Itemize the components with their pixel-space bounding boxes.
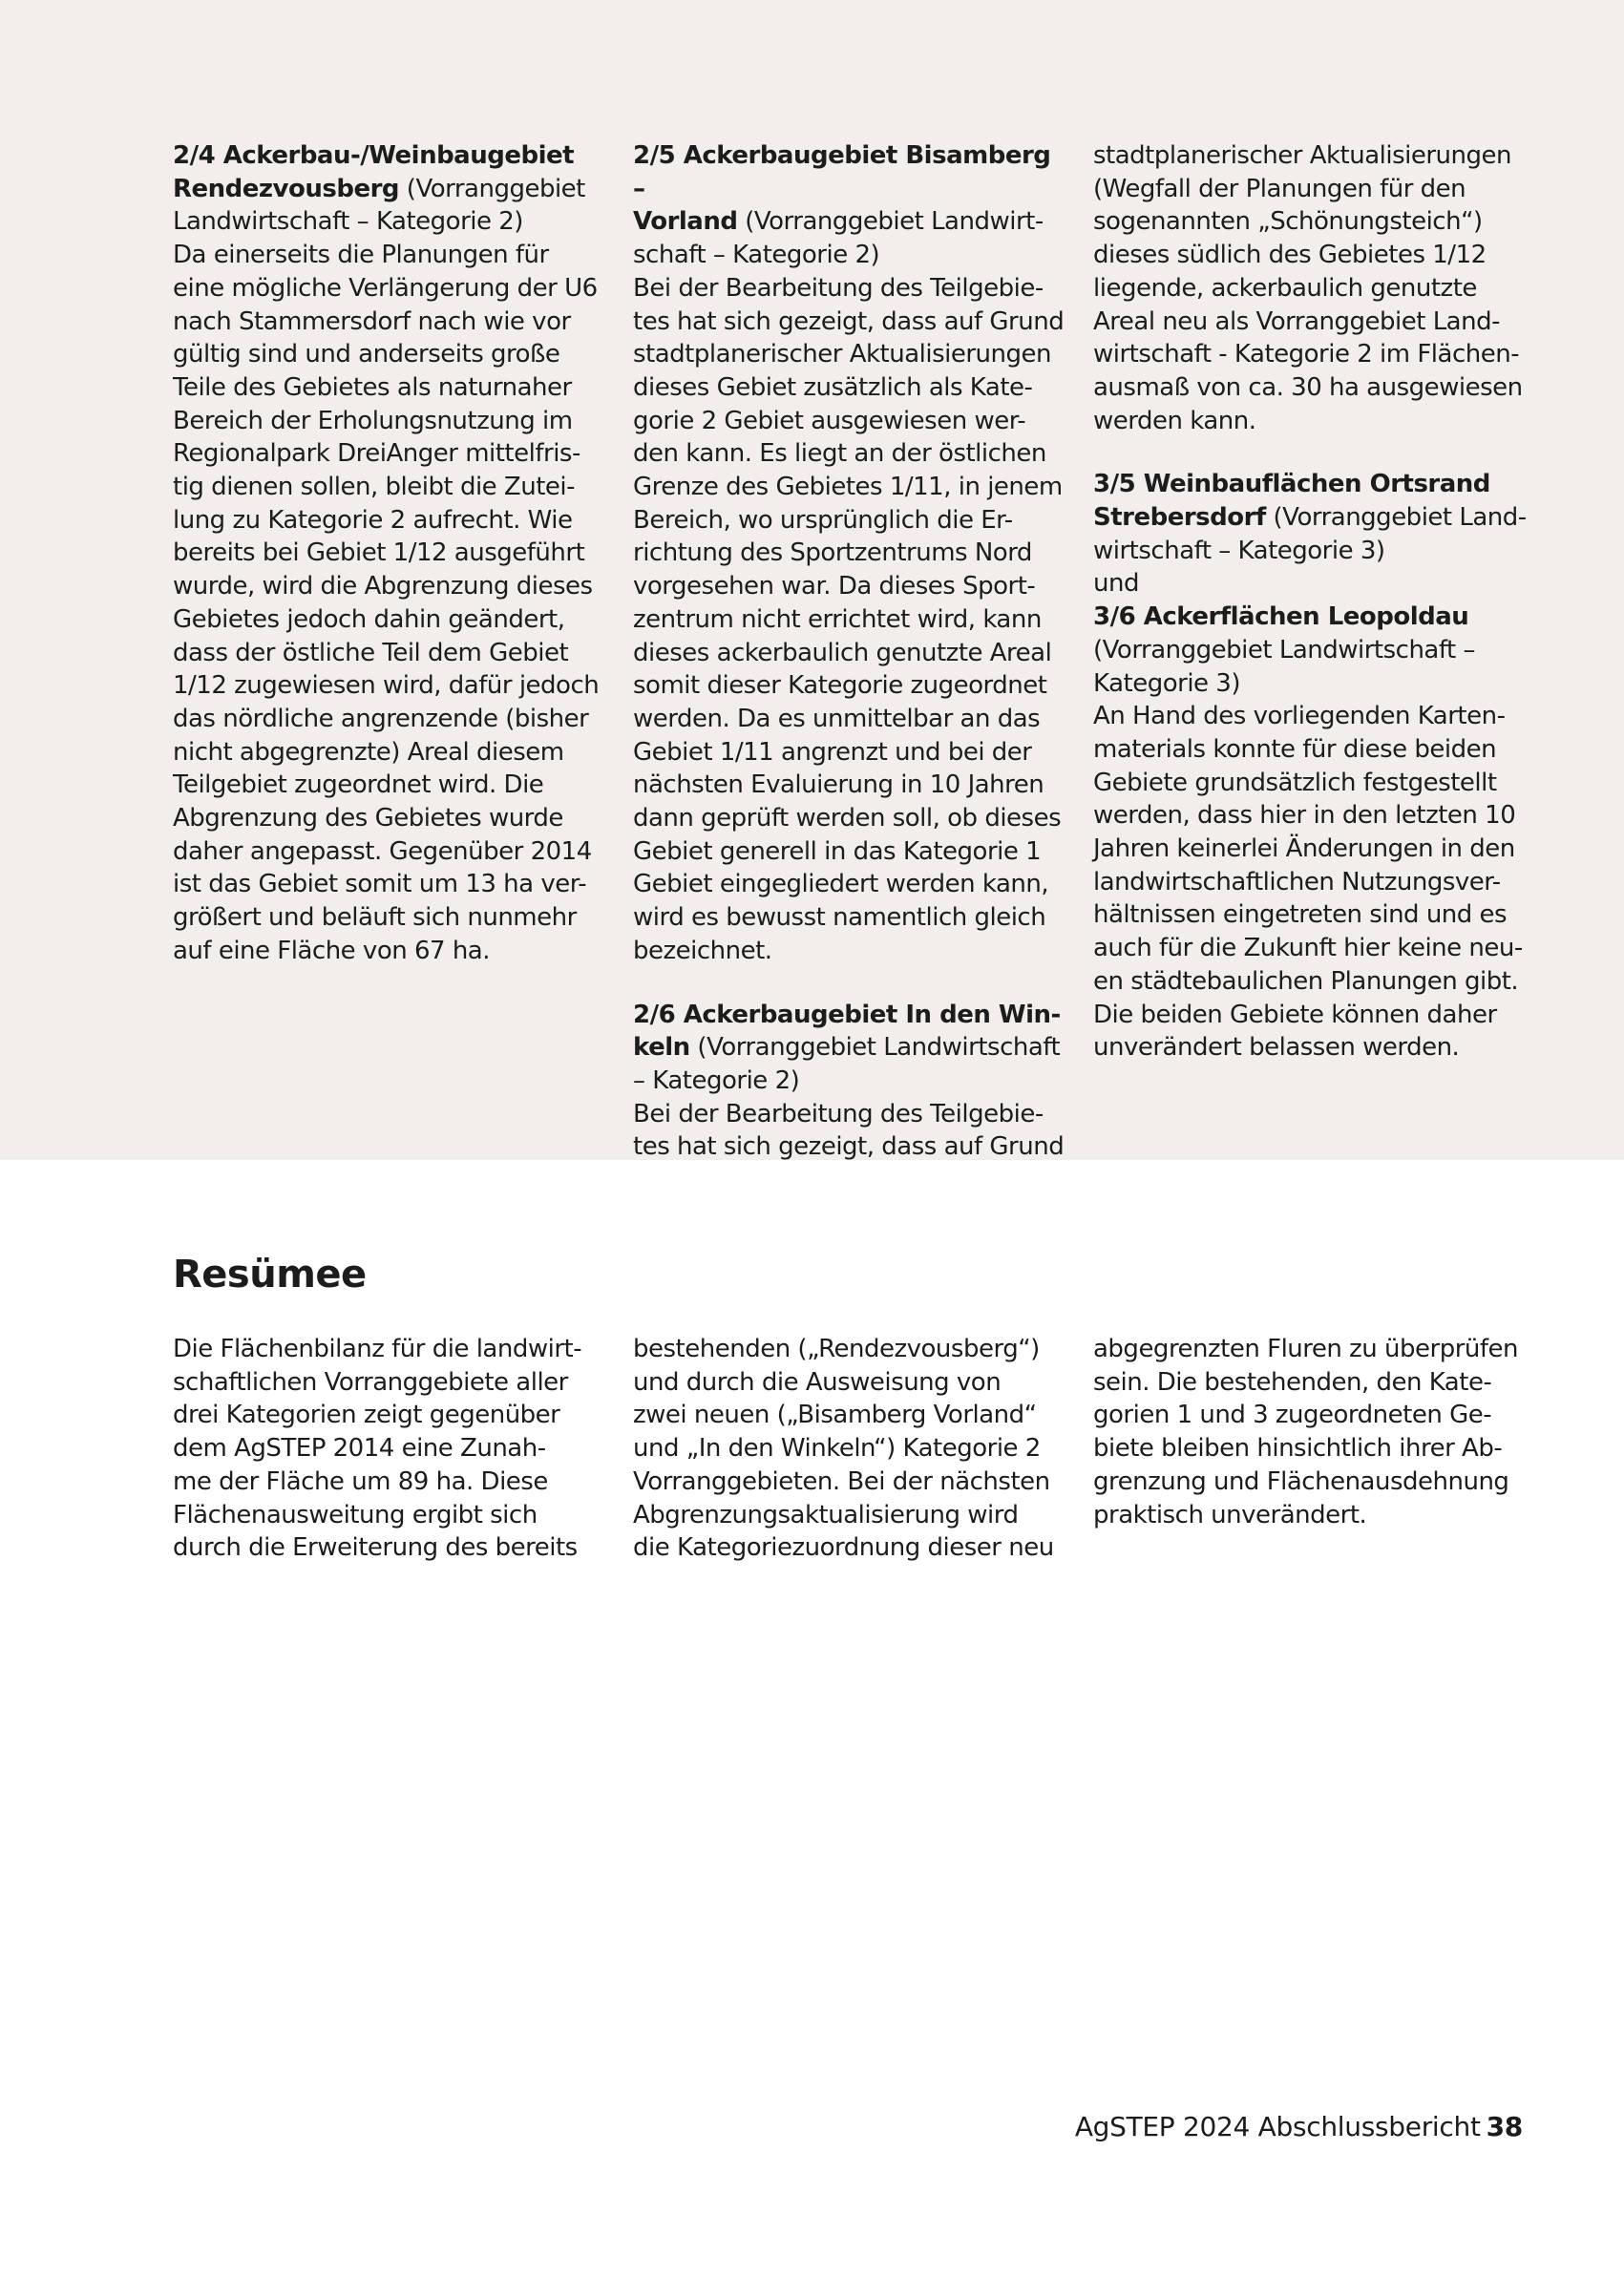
text-line: den kann. Es liegt an der östlichen <box>633 439 1046 469</box>
heading-2-5: 2/5 Ackerbaugebiet Bisamberg – <box>633 141 1051 203</box>
text-line: Bereich, wo ursprünglich die Er- <box>633 505 1013 535</box>
text-line: werden, dass hier in den letzten 10 <box>1093 801 1516 831</box>
text-line: nächsten Evaluierung in 10 Jahren <box>633 770 1044 800</box>
text-line: tes hat sich gezeigt, dass auf Grund <box>633 1132 1065 1162</box>
text-line: die Kategoriezuordnung dieser neu <box>633 1533 1054 1563</box>
text-line: Gebiete grundsätzlich festgestellt <box>1093 768 1497 797</box>
text-line: Die beiden Gebiete können daher <box>1093 1000 1497 1029</box>
text-line: dieses ackerbaulich genutzte Areal <box>633 638 1052 667</box>
text-line: ausmaß von ca. 30 ha ausgewiesen <box>1093 372 1523 402</box>
text-line: (Vorranggebiet Land- <box>1265 503 1527 533</box>
text-line: Regionalpark DreiAnger mittelfris- <box>173 439 580 469</box>
resumee-column-3 <box>1093 1333 1528 1531</box>
text-line: Jahren keinerlei Änderungen in den <box>1093 834 1515 864</box>
paragraph-gap <box>633 968 1067 999</box>
text-line: und durch die Ausweisung von <box>633 1367 1002 1397</box>
text-line: gorien 1 und 3 zugeordneten Ge- <box>1093 1401 1492 1430</box>
text-line: praktisch unverändert. <box>1093 1500 1367 1529</box>
heading-3-6: 3/6 Ackerflächen Leopoldau <box>1093 602 1469 632</box>
heading-2-4-name: Rendezvousberg <box>173 174 400 203</box>
text-line: Grenze des Gebietes 1/11, in jenem <box>633 473 1063 502</box>
text-line: gültig sind und anderseits große <box>173 340 560 369</box>
text-line: wirtschaft – Kategorie 3) <box>1093 536 1385 565</box>
paragraph-gap <box>1093 437 1528 468</box>
text-line: zwei neuen („Bisamberg Vorland“ <box>633 1401 1037 1430</box>
text-line: bezeichnet. <box>633 936 772 965</box>
text-line: Gebiet eingegliedert werden kann, <box>633 870 1049 899</box>
text-line: bestehenden („Rendezvousberg“) <box>633 1335 1040 1363</box>
text-line: hältnissen eingetreten sind und es <box>1093 900 1508 930</box>
text-line: somit dieser Kategorie zugeordnet <box>633 671 1047 701</box>
text-line: werden kann. <box>1093 406 1256 435</box>
text-line: en städtebaulichen Planungen gibt. <box>1093 966 1519 996</box>
text-line: dass der östliche Teil dem Gebiet <box>173 638 569 667</box>
heading-2-6-name: keln <box>633 1033 690 1063</box>
text-line: größert und beläuft sich nunmehr <box>173 903 577 933</box>
page-footer <box>1075 2108 1523 2146</box>
text-line: An Hand des vorliegenden Karten- <box>1093 702 1506 731</box>
text-line: sogenannten „Schönungsteich“) <box>1093 207 1483 237</box>
text-line: werden. Da es unmittelbar an das <box>633 704 1041 733</box>
text-line: dann geprüft werden soll, ob dieses <box>633 804 1062 833</box>
text-line: wird es bewusst namentlich gleich <box>633 903 1046 933</box>
text-line: gorie 2 Gebiet ausgewiesen wer- <box>633 406 1026 435</box>
text-line: abgegrenzten Fluren zu überprüfen <box>1093 1335 1518 1363</box>
footer-title: AgSTEP 2024 Abschlussbericht <box>1074 2111 1481 2142</box>
text-line: nicht abgegrenzte) Areal diesem <box>173 737 564 767</box>
column-1-top <box>173 139 607 968</box>
text-line: Landwirtschaft – Kategorie 2) <box>173 207 523 237</box>
text-line: Bei der Bearbeitung des Teilgebie- <box>633 1099 1044 1128</box>
text-line: Abgrenzung des Gebietes wurde <box>173 804 563 833</box>
text-line: sein. Die bestehenden, den Kate- <box>1093 1367 1492 1397</box>
text-line: und <box>1093 569 1139 599</box>
text-line: materials konnte für diese beiden <box>1093 734 1497 764</box>
text-line: vorgesehen war. Da dieses Sport- <box>633 572 1036 601</box>
text-line: auch für die Zukunft hier keine neu- <box>1093 934 1523 963</box>
text-line: unverändert belassen werden. <box>1093 1033 1460 1063</box>
heading-2-4: 2/4 Ackerbau-/Weinbaugebiet <box>173 141 575 170</box>
text-line: stadtplanerischer Aktualisierungen <box>1093 141 1511 170</box>
text-line: Bereich der Erholungsnutzung im <box>173 406 573 435</box>
text-line: dem AgSTEP 2014 eine Zunah- <box>173 1434 546 1464</box>
text-line: wurde, wird die Abgrenzung dieses <box>173 572 593 601</box>
resumee-column-2 <box>633 1333 1067 1565</box>
text-line: eine mögliche Verlängerung der U6 <box>173 273 598 303</box>
text-line: liegende, ackerbaulich genutzte <box>1093 273 1477 303</box>
text-line: Die Flächenbilanz für die landwirt- <box>173 1335 582 1363</box>
resumee-heading: Resümee <box>173 1253 367 1297</box>
text-line: daher angepasst. Gegenüber 2014 <box>173 836 592 866</box>
text-line: 1/12 zugewiesen wird, dafür jedoch <box>173 671 600 701</box>
text-line: (Vorranggebiet Landwirtschaft – <box>1093 635 1476 664</box>
column-2-top <box>633 139 1067 1164</box>
text-line: me der Fläche um 89 ha. Diese <box>173 1466 548 1496</box>
column-3-top <box>1093 139 1528 1065</box>
text-line: stadtplanerischer Aktualisierungen <box>633 340 1051 369</box>
text-line: tig dienen sollen, bleibt die Zutei- <box>173 473 576 502</box>
page-number: 38 <box>1486 2111 1523 2142</box>
text-line: zentrum nicht errichtet wird, kann <box>633 604 1042 634</box>
resumee-column-1 <box>173 1333 607 1565</box>
text-line: Gebiet generell in das Kategorie 1 <box>633 836 1042 866</box>
text-line: durch die Erweiterung des bereits <box>173 1533 578 1563</box>
text-line: Da einerseits die Planungen für <box>173 241 549 270</box>
text-line: ist das Gebiet somit um 13 ha ver- <box>173 870 587 899</box>
text-line: (Vorranggebiet <box>399 174 585 203</box>
text-line: auf eine Fläche von 67 ha. <box>173 936 490 965</box>
heading-3-5: 3/5 Weinbauflächen Ortsrand <box>1093 470 1490 499</box>
text-line: nach Stammersdorf nach wie vor <box>173 306 571 336</box>
text-line: dieses Gebiet zusätzlich als Kate- <box>633 372 1033 402</box>
text-line: Kategorie 3) <box>1093 668 1240 698</box>
text-line: bereits bei Gebiet 1/12 ausgeführt <box>173 538 585 568</box>
text-line: landwirtschaftlichen Nutzungsver- <box>1093 867 1501 896</box>
text-line: (Wegfall der Planungen für den <box>1093 174 1466 203</box>
text-line: Flächenausweitung ergibt sich <box>173 1500 538 1529</box>
text-line: biete bleiben hinsichtlich ihrer Ab- <box>1093 1434 1503 1464</box>
text-line: Bei der Bearbeitung des Teilgebie- <box>633 273 1044 303</box>
text-line: Areal neu als Vorranggebiet Land- <box>1093 306 1500 336</box>
text-line: Gebietes jedoch dahin geändert, <box>173 604 565 634</box>
text-line: und „In den Winkeln“) Kategorie 2 <box>633 1434 1041 1464</box>
text-line: schaftlichen Vorranggebiete aller <box>173 1367 568 1397</box>
heading-2-6: 2/6 Ackerbaugebiet In den Win- <box>633 1000 1061 1029</box>
text-line: das nördliche angrenzende (bisher <box>173 704 589 733</box>
text-line: (Vorranggebiet Landwirtschaft <box>689 1033 1061 1063</box>
text-line: schaft – Kategorie 2) <box>633 241 880 270</box>
heading-3-5-name: Strebersdorf <box>1093 503 1266 533</box>
text-line: lung zu Kategorie 2 aufrecht. Wie <box>173 505 573 535</box>
text-line: Vorranggebieten. Bei der nächsten <box>633 1466 1050 1496</box>
text-line: wirtschaft - Kategorie 2 im Flächen- <box>1093 340 1520 369</box>
text-line: Gebiet 1/11 angrenzt und bei der <box>633 737 1032 767</box>
text-line: richtung des Sportzentrums Nord <box>633 538 1032 568</box>
text-line: Teilgebiet zugeordnet wird. Die <box>173 770 544 800</box>
text-line: Abgrenzungsaktualisierung wird <box>633 1500 1019 1529</box>
text-line: tes hat sich gezeigt, dass auf Grund <box>633 306 1065 336</box>
text-line: dieses südlich des Gebietes 1/12 <box>1093 241 1487 270</box>
text-line: drei Kategorien zeigt gegenüber <box>173 1401 560 1430</box>
heading-2-5-name: Vorland <box>633 207 738 237</box>
text-line: – Kategorie 2) <box>633 1065 800 1095</box>
text-line: Teile des Gebietes als naturnaher <box>173 372 572 402</box>
text-line: grenzung und Flächenausdehnung <box>1093 1466 1509 1496</box>
text-line: (Vorranggebiet Landwirt- <box>737 207 1044 237</box>
